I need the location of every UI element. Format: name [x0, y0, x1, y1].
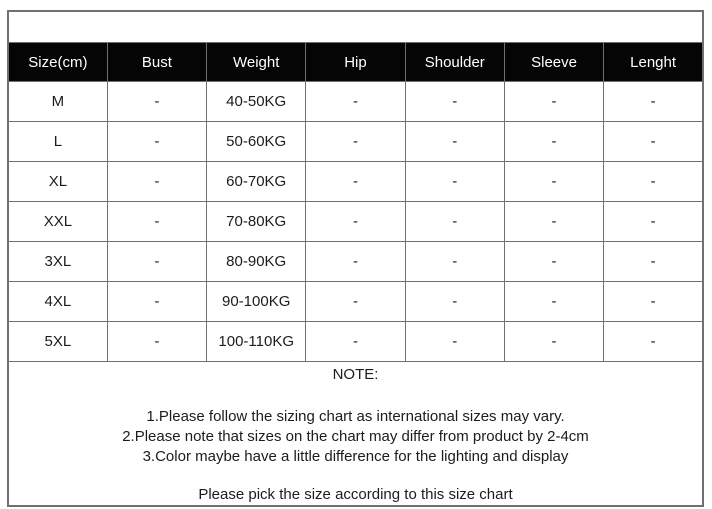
cell-sleeve: - [504, 82, 603, 122]
table-row-xxl [8, 202, 703, 242]
note-row [8, 362, 703, 507]
cell-sleeve: - [504, 162, 603, 202]
column-header-length: Lenght [604, 43, 703, 82]
cell-weight: 50-60KG [207, 122, 306, 162]
cell-length: - [604, 122, 703, 162]
cell-shoulder: - [405, 122, 504, 162]
cell-length: - [604, 322, 703, 362]
column-header-hip: Hip [306, 43, 405, 82]
column-header-sleeve: Sleeve [504, 43, 603, 82]
cell-length: - [604, 162, 703, 202]
spacer-row [8, 11, 703, 43]
table-row-m [8, 82, 703, 122]
table-row-xl [8, 162, 703, 202]
cell-weight: 90-100KG [207, 282, 306, 322]
cell-sleeve: - [504, 322, 603, 362]
note-line: 3.Color maybe have a little difference for the lighting and display [142, 448, 569, 465]
cell-hip: - [306, 242, 405, 282]
column-header-bust: Bust [107, 43, 206, 82]
cell-bust: - [107, 322, 206, 362]
cell-hip: - [306, 322, 405, 362]
cell-bust: - [107, 162, 206, 202]
cell-weight: 80-90KG [207, 242, 306, 282]
cell-size: 5XL [8, 322, 107, 362]
cell-size: XL [8, 162, 107, 202]
cell-length: - [604, 242, 703, 282]
cell-weight: 100-110KG [207, 322, 306, 362]
cell-length: - [604, 82, 703, 122]
cell-bust: - [107, 202, 206, 242]
cell-hip: - [306, 202, 405, 242]
cell-weight: 40-50KG [207, 82, 306, 122]
note-footer: Please pick the size according to this size chart [198, 486, 513, 503]
table-row-5xl [8, 322, 703, 362]
cell-size: L [8, 122, 107, 162]
cell-size: XXL [8, 202, 107, 242]
cell-sleeve: - [504, 282, 603, 322]
cell-bust: - [107, 242, 206, 282]
cell-size: M [8, 82, 107, 122]
table-row-3xl [8, 242, 703, 282]
cell-shoulder: - [405, 242, 504, 282]
cell-weight: 70-80KG [207, 202, 306, 242]
note-line: 1.Please follow the sizing chart as international sizes may vary. [146, 408, 565, 425]
note-line: 2.Please note that sizes on the chart may differ from product by 2-4cm [122, 428, 589, 445]
header-row [8, 43, 703, 82]
cell-length: - [604, 282, 703, 322]
column-header-size: Size(cm) [8, 43, 107, 82]
cell-hip: - [306, 82, 405, 122]
cell-hip: - [306, 282, 405, 322]
cell-shoulder: - [405, 82, 504, 122]
cell-bust: - [107, 282, 206, 322]
note-section [8, 362, 703, 507]
cell-sleeve: - [504, 202, 603, 242]
cell-sleeve: - [504, 242, 603, 282]
cell-shoulder: - [405, 322, 504, 362]
column-header-weight: Weight [207, 43, 306, 82]
note-title: NOTE: [332, 366, 379, 383]
spacer-cell [8, 11, 703, 43]
size-chart-table [7, 10, 704, 507]
cell-bust: - [107, 122, 206, 162]
cell-weight: 60-70KG [207, 162, 306, 202]
cell-hip: - [306, 162, 405, 202]
column-header-shoulder: Shoulder [405, 43, 504, 82]
cell-length: - [604, 202, 703, 242]
cell-sleeve: - [504, 122, 603, 162]
cell-shoulder: - [405, 202, 504, 242]
cell-hip: - [306, 122, 405, 162]
table-row-4xl [8, 282, 703, 322]
cell-shoulder: - [405, 162, 504, 202]
cell-size: 4XL [8, 282, 107, 322]
cell-bust: - [107, 82, 206, 122]
cell-shoulder: - [405, 282, 504, 322]
note-lines [9, 407, 702, 467]
cell-size: 3XL [8, 242, 107, 282]
table-row-l [8, 122, 703, 162]
